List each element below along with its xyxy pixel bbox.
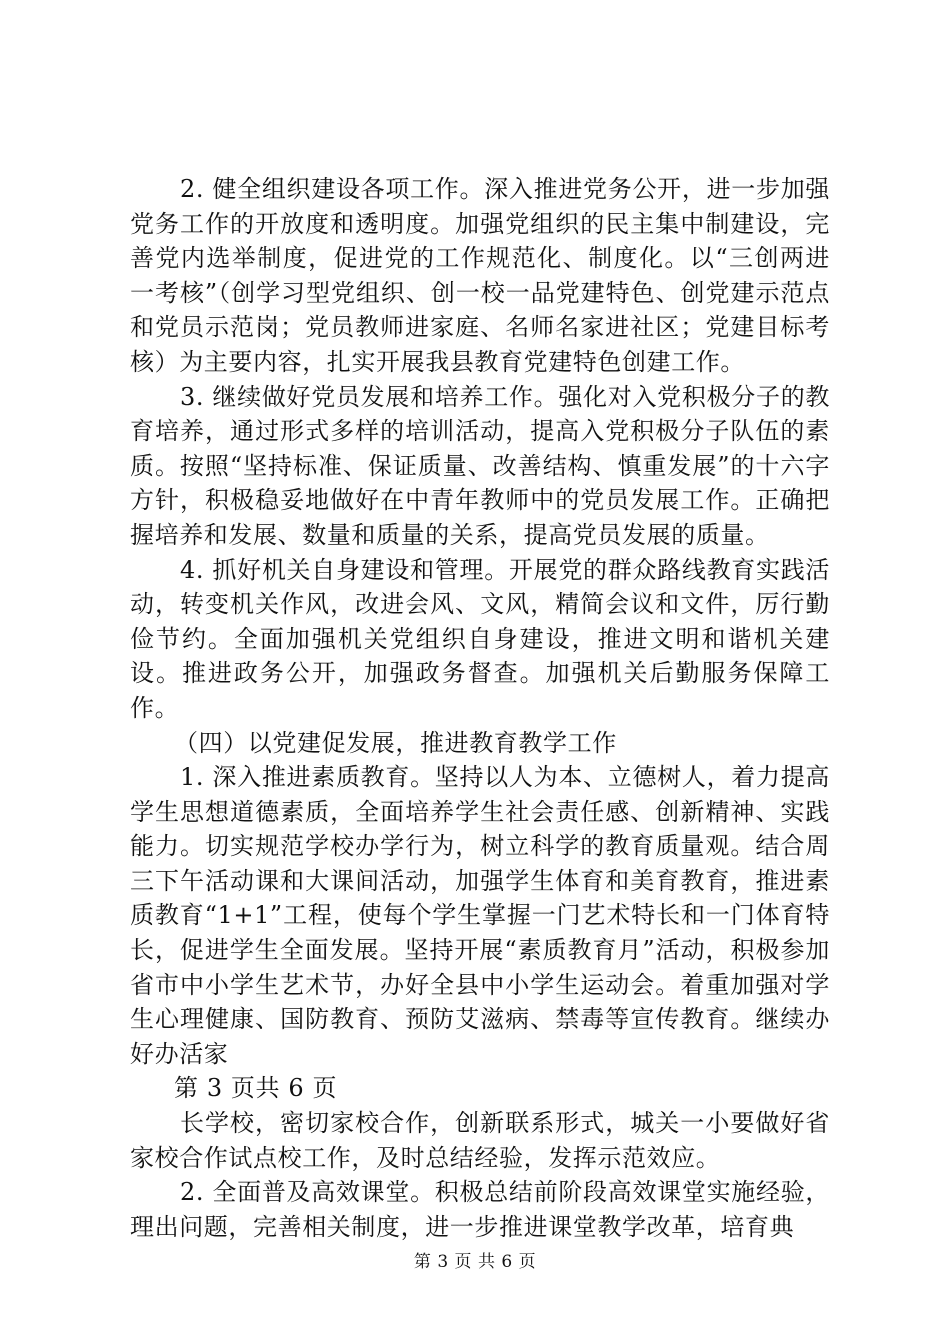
page-footer: 第 3 页 共 6 页 <box>413 1252 537 1272</box>
paragraph-member-development: 3. 继续做好党员发展和培养工作。强化对入党积极分子的教育培养，通过形式多样的培训活动，提高入党积极分子队伍的素质。按照“坚持标准、保证质量、改善结构、慎重发展”的十六字方针，积极稳妥地做好在中青年教师中的党员发展工作。正确把握培养和发展、数量和质量的关系，提高党员发展的质量。 <box>130 382 830 549</box>
paragraph-org-building: 2. 健全组织建设各项工作。深入推进党务公开，进一步加强党务工作的开放度和透明度。加强党组织的民主集中制建设，完善党内选举制度，促进党的工作规范化、制度化。以“三创两进一考核”（创学习型党组织、创一校一品党建特色、创党建示范点和党员示范岗；党员教师进家庭、名师名家进社区；党建目标考核）为主要内容，扎实开展我县教育党建特色创建工作。 <box>130 175 830 376</box>
paragraph-quality-education: 1. 深入推进素质教育。坚持以人为本、立德树人，着力提高学生思想道德素质，全面培养学生社会责任感、创新精神、实践能力。切实规范学校办学行为，树立科学的教育质量观。结合周三下午活动课和大课间活动，加强学生体育和美育教育，推进素质教育“1+1”工程，使每个学生掌握一门艺术特长和一门体育特长，促进学生全面发展。坚持开展“素质教育月”活动，积极参加省市中小学生艺术节，办好全县中小学生运动会。着重加强对学生心理健康、国防教育、预防艾滋病、禁毒等宣传教育。继续办好办活家 <box>130 763 830 1068</box>
paragraph-efficient-classroom: 2. 全面普及高效课堂。积极总结前阶段高效课堂实施经验，理出问题，完善相关制度，进一步推进课堂教学改革，培育典 <box>130 1178 830 1241</box>
document-body <box>130 172 830 1244</box>
section-heading: （四）以党建促发展，推进教育教学工作 <box>174 728 617 757</box>
inline-page-marker: 第 3 页共 6 页 <box>174 1074 338 1103</box>
paragraph-continuation: 长学校，密切家校合作，创新联系形式，城关一小要做好省家校合作试点校工作，及时总结经验，发挥示范效应。 <box>130 1109 830 1172</box>
paragraph-agency-building: 4. 抓好机关自身建设和管理。开展党的群众路线教育实践活动，转变机关作风，改进会风、文风，精简会议和文件，厉行勤俭节约。全面加强机关党组织自身建设，推进文明和谐机关建设。推进政务公开，加强政务督查。加强机关后勤服务保障工作。 <box>130 555 830 722</box>
